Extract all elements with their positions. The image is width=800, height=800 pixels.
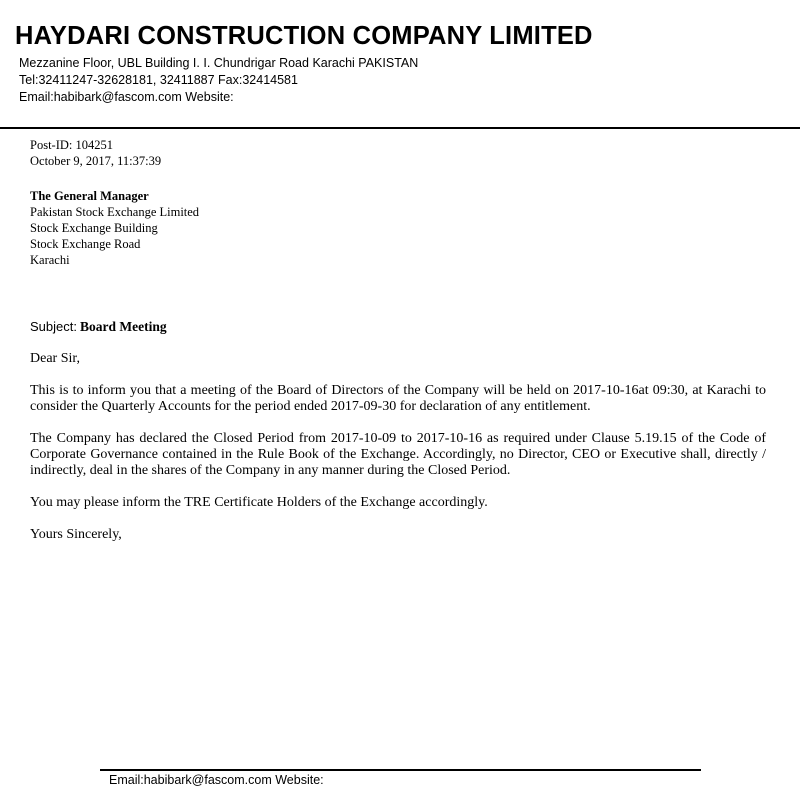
company-phone-fax: Tel:32411247-32628181, 32411887 Fax:32414581: [19, 73, 298, 87]
post-date: October 9, 2017, 11:37:39: [30, 154, 162, 168]
recipient-line: Pakistan Stock Exchange Limited: [30, 205, 200, 219]
subject-label: Subject:: [30, 319, 77, 334]
company-address: Mezzanine Floor, UBL Building I. I. Chundrigar Road Karachi PAKISTAN: [19, 56, 419, 70]
recipient-line: Stock Exchange Building: [30, 221, 158, 235]
closing: Yours Sincerely,: [30, 527, 122, 542]
recipient-line: Karachi: [30, 253, 70, 267]
recipient-block: [30, 188, 199, 268]
header-divider: [0, 127, 800, 129]
footer-divider: [100, 769, 701, 771]
letter-paragraph: You may please inform the TRE Certificate Holders of the Exchange accordingly.: [30, 495, 488, 510]
post-id: Post-ID: 104251: [30, 138, 113, 152]
letter-paragraph: This is to inform you that a meeting of the Board of Directors of the Company will be held on 2017-10-16at 09:30, at Karachi to consider the Quarterly Accounts for the period ended 2017-09-30 for declaration of any entitlement.: [30, 383, 766, 414]
salutation: Dear Sir,: [30, 351, 80, 366]
footer-email-website: Email:habibark@fascom.com Website:: [109, 773, 324, 787]
recipient-line: Stock Exchange Road: [30, 237, 141, 251]
subject-text: Board Meeting: [79, 319, 167, 334]
letter-paragraph: The Company has declared the Closed Period from 2017-10-09 to 2017-10-16 as required under Clause 5.19.15 of the Code of Corporate Governance contained in the Rule Book of the Exchange. Accordingly, no Director, CEO or Executive shall, directly / indirectly, deal in the shares of the Company in any manner during the Closed Period.: [30, 431, 766, 478]
company-name: HAYDARI CONSTRUCTION COMPANY LIMITED: [15, 22, 593, 50]
recipient-title: The General Manager: [30, 189, 149, 203]
company-email-website: Email:habibark@fascom.com Website:: [19, 90, 234, 104]
subject-line: [30, 319, 167, 335]
